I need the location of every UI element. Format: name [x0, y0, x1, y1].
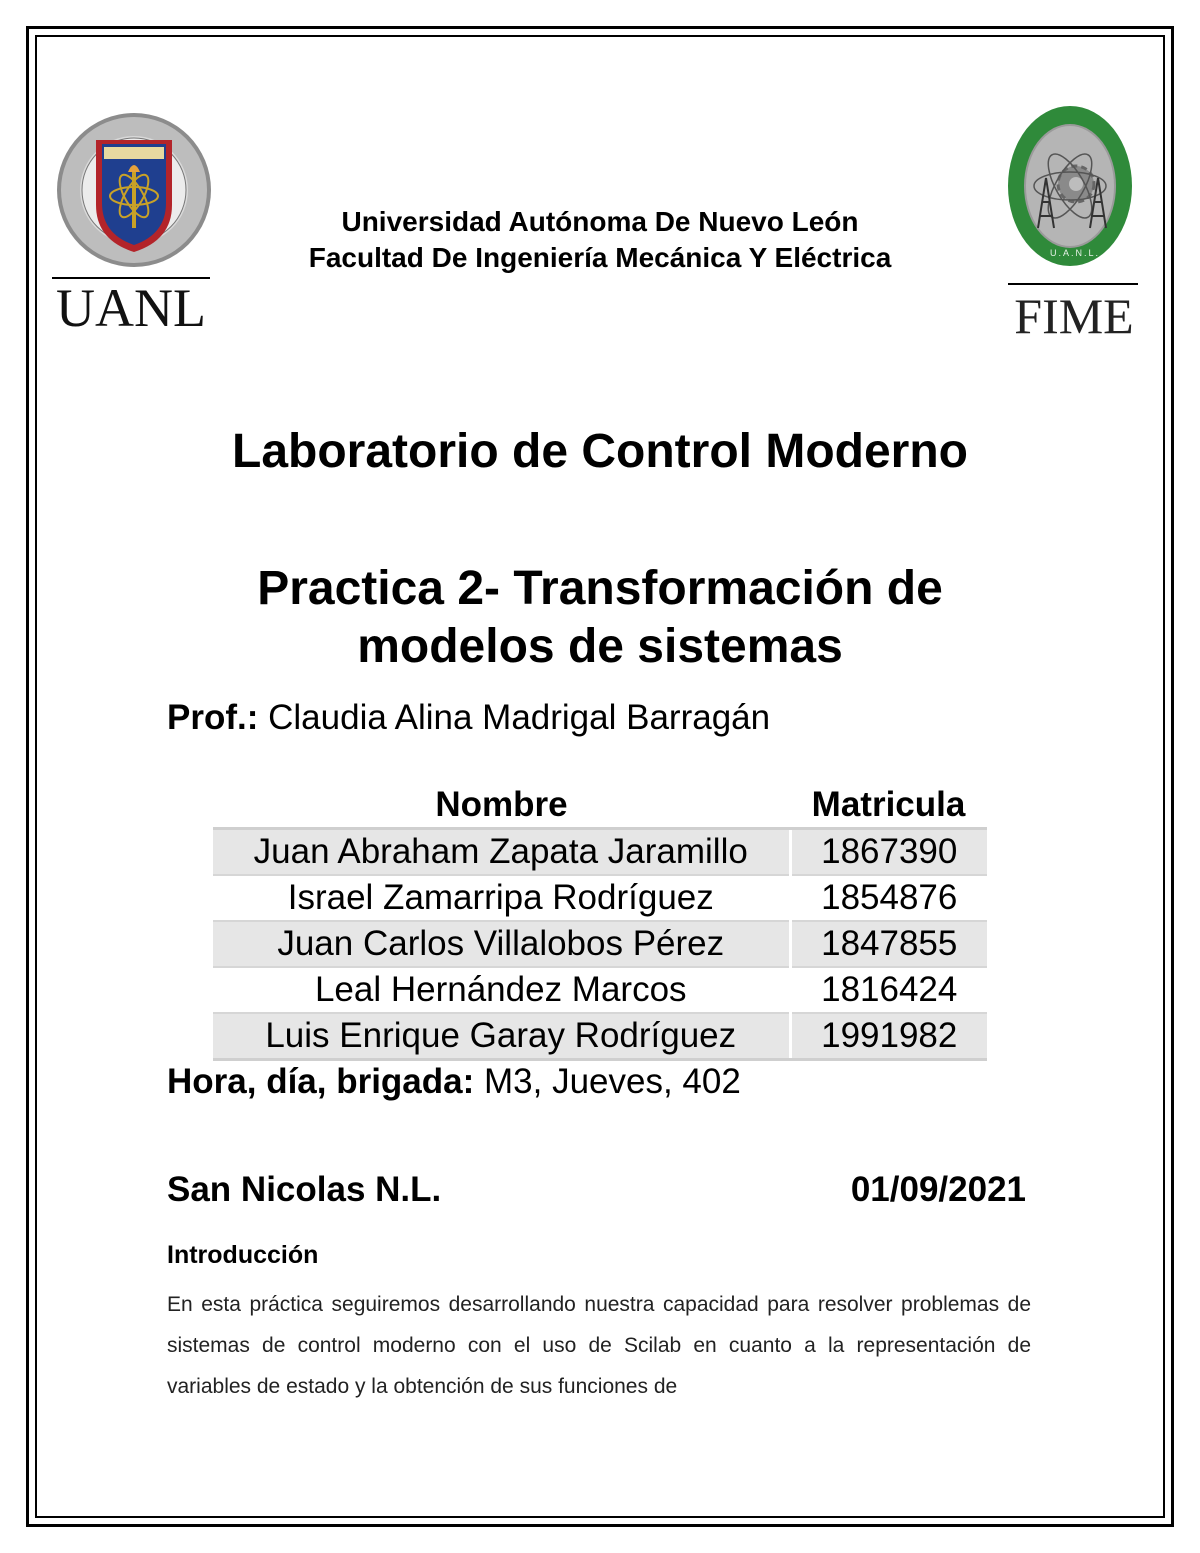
student-id: 1991982	[790, 1013, 987, 1060]
student-id: 1854876	[790, 875, 987, 921]
uanl-wordmark: UANL	[56, 278, 206, 338]
uanl-logo	[52, 110, 222, 345]
student-name: Israel Zamarripa Rodríguez	[213, 875, 790, 921]
introduction-heading: Introducción	[167, 1241, 319, 1269]
fime-divider	[1008, 283, 1138, 285]
student-name: Juan Carlos Villalobos Pérez	[213, 921, 790, 967]
student-name: Leal Hernández Marcos	[213, 967, 790, 1013]
student-id: 1816424	[790, 967, 987, 1013]
fime-seal-bottom-text: U.A.N.L.	[1050, 248, 1101, 258]
city: San Nicolas N.L.	[167, 1170, 442, 1209]
fime-wordmark: FIME	[1014, 288, 1134, 344]
practice-title	[150, 560, 1050, 676]
introduction-text: En esta práctica seguiremos desarrollando nuestra capacidad para resolver problemas de sistemas de control moderno con el uso de Scilab en cuanto a la representación de variables de estado y la obtención de sus funciones de	[167, 1293, 1031, 1398]
column-header-name: Nombre	[213, 783, 790, 829]
practice-title-line2: modelos de sistemas	[357, 620, 843, 673]
student-name: Juan Abraham Zapata Jaramillo	[213, 829, 790, 876]
institution-header	[250, 204, 950, 276]
practice-title-line1: Practica 2- Transformación de	[257, 562, 943, 615]
table-row	[213, 967, 987, 1013]
student-id: 1867390	[790, 829, 987, 876]
professor-label: Prof.:	[167, 698, 259, 737]
schedule-label: Hora, día, brigada:	[167, 1062, 475, 1101]
date: 01/09/2021	[850, 1170, 1026, 1209]
fime-logo	[1004, 98, 1144, 348]
student-id: 1847855	[790, 921, 987, 967]
lab-title: Laboratorio de Control Moderno	[232, 425, 968, 478]
table-row	[213, 1013, 987, 1060]
student-name: Luis Enrique Garay Rodríguez	[213, 1013, 790, 1060]
professor-name: Claudia Alina Madrigal Barragán	[268, 698, 771, 737]
table-row	[213, 829, 987, 876]
faculty-name: Facultad De Ingeniería Mecánica Y Eléctrica	[308, 242, 892, 273]
university-name: Universidad Autónoma De Nuevo León	[341, 206, 859, 237]
table-row	[213, 921, 987, 967]
professor-line	[167, 696, 770, 740]
students-table	[213, 783, 987, 1061]
table-header-row	[213, 783, 987, 829]
table-row	[213, 875, 987, 921]
column-header-id: Matricula	[790, 783, 987, 829]
schedule-value: M3, Jueves, 402	[484, 1062, 741, 1101]
schedule-line	[167, 1060, 741, 1104]
